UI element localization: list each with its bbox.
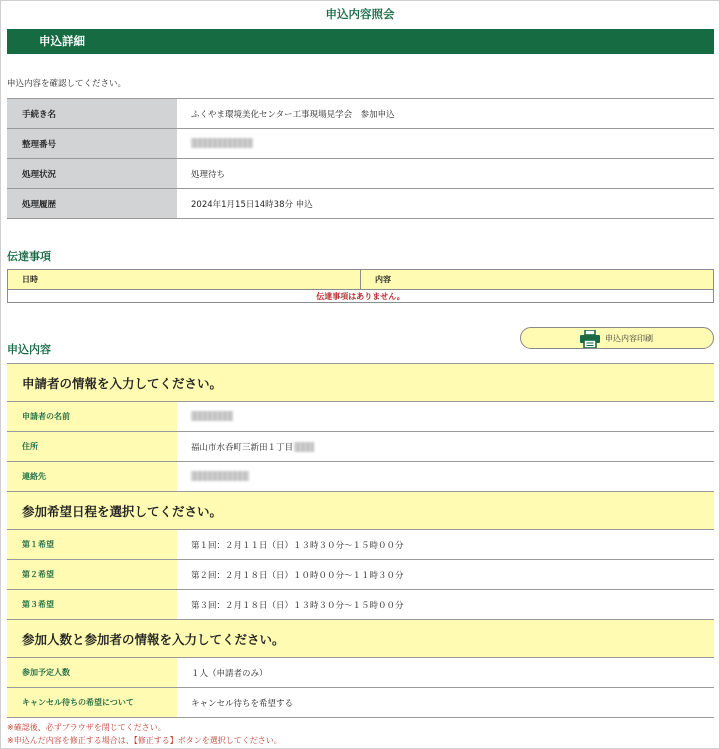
intro-text: 申込内容を確認してください。 — [7, 79, 127, 89]
redacted-value — [294, 442, 314, 452]
column-header-content: 内容 — [361, 270, 714, 290]
row-label: 処理状況 — [7, 159, 177, 189]
table-row — [7, 129, 714, 159]
detail-header-bar: 申込詳細 — [7, 29, 714, 54]
row-value: １人（申請者のみ） — [177, 658, 714, 688]
row-label: 手続き名 — [7, 99, 177, 129]
table-row — [7, 688, 714, 718]
row-value — [177, 432, 714, 462]
content-heading: 申込内容 — [7, 343, 51, 356]
address-text: 福山市水呑町三新田１丁目 — [191, 442, 294, 453]
table-row — [7, 189, 714, 219]
redacted-value — [191, 471, 249, 481]
row-label: キャンセル待ちの希望について — [7, 688, 177, 718]
row-value: ふくやま環境美化センター工事現場見学会 参加申込 — [177, 99, 714, 129]
application-content-table — [7, 363, 714, 718]
printer-icon — [579, 330, 601, 348]
row-label: 処理履歴 — [7, 189, 177, 219]
empty-notices-message: 伝達事項はありません。 — [8, 290, 714, 303]
notices-table — [7, 269, 714, 303]
table-row — [7, 530, 714, 560]
section-header-row — [7, 364, 714, 402]
section-heading-applicant: 申請者の情報を入力してください。 — [7, 364, 714, 402]
section-header-row — [7, 492, 714, 530]
row-value: 第３回：２月１８日（日）１３時３０分～１５時００分 — [177, 590, 714, 620]
section-header-row — [7, 620, 714, 658]
section-heading-schedule: 参加希望日程を選択してください。 — [7, 492, 714, 530]
table-row — [7, 99, 714, 129]
row-label: 第３希望 — [7, 590, 177, 620]
row-label: 申請者の名前 — [7, 402, 177, 432]
print-button[interactable] — [520, 327, 714, 349]
footer-note: ※申込んだ内容を修正する場合は、【修正する】ボタンを選択してください。 — [7, 736, 282, 745]
row-label: 連絡先 — [7, 462, 177, 492]
row-value: 処理待ち — [177, 159, 714, 189]
table-row — [7, 560, 714, 590]
row-value: 2024年1月15日14時38分 申込 — [177, 189, 714, 219]
redacted-value — [191, 411, 233, 421]
redacted-value — [191, 138, 253, 148]
table-row — [7, 159, 714, 189]
table-row — [7, 658, 714, 688]
table-row — [7, 402, 714, 432]
detail-table — [7, 98, 714, 219]
table-row — [8, 290, 714, 303]
table-header-row — [8, 270, 714, 290]
row-value: キャンセル待ちを希望する — [177, 688, 714, 718]
footer-note: ※確認後、必ずブラウザを閉じてください。 — [7, 723, 166, 732]
column-header-date: 日時 — [8, 270, 361, 290]
row-value — [177, 402, 714, 432]
row-label: 第２希望 — [7, 560, 177, 590]
row-label: 第１希望 — [7, 530, 177, 560]
row-value — [177, 129, 714, 159]
row-label: 参加予定人数 — [7, 658, 177, 688]
section-heading-participants: 参加人数と参加者の情報を入力してください。 — [7, 620, 714, 658]
table-row — [7, 462, 714, 492]
notices-heading: 伝達事項 — [7, 250, 51, 263]
table-row — [7, 432, 714, 462]
print-button-label: 申込内容印刷 — [605, 334, 653, 343]
table-row — [7, 590, 714, 620]
row-label: 住所 — [7, 432, 177, 462]
row-value: 第２回：２月１８日（日）１０時００分～１１時３０分 — [177, 560, 714, 590]
row-value — [177, 462, 714, 492]
row-value: 第１回：２月１１日（日）１３時３０分～１５時００分 — [177, 530, 714, 560]
page-title: 申込内容照会 — [325, 7, 395, 21]
row-label: 整理番号 — [7, 129, 177, 159]
